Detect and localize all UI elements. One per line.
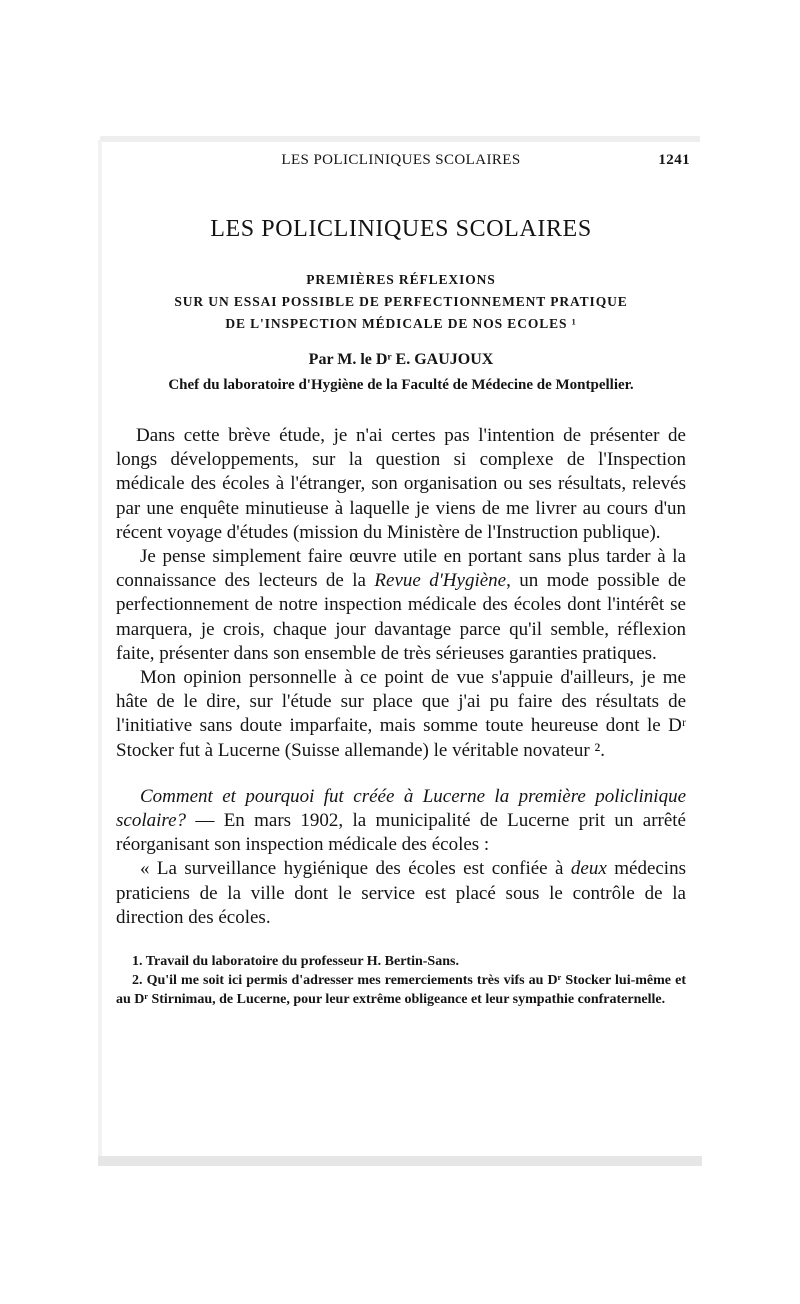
subtitle-line: DE L'INSPECTION MÉDICALE DE NOS ECOLES ¹: [225, 316, 577, 331]
text-run: « La surveillance hygiénique des écoles est confiée à: [140, 858, 571, 880]
text-run: médecins praticiens de la ville dont le service est placé sous le contrôle de la direction des écoles.: [116, 858, 686, 928]
footnote: 2. Qu'il me soit ici permis d'adresser mes remerciements très vifs au Dʳ Stocker lui-même et au Dʳ Stirnimau, de Lucerne, pour leur extrême obligeance et leur sympathie confraternelle.: [116, 973, 686, 1008]
running-header: [116, 148, 690, 176]
section-question: Comment et pourquoi fut créée à Lucerne la première policlinique scolaire?: [116, 785, 686, 832]
article-title: LES POLICLINIQUES SCOLAIRES: [210, 216, 592, 242]
scan-edge-left: [98, 140, 102, 1160]
author-affiliation: Chef du laboratoire d'Hygiène de la Faculté de Médecine de Montpellier.: [168, 377, 634, 393]
text-run: Je pense simplement faire œuvre utile en portant sans plus tarder à la connaissance des lecteurs de la: [116, 546, 686, 592]
scan-edge-top: [100, 136, 700, 142]
document-page: [116, 148, 690, 1009]
text-run: , un mode possible de perfectionnement de notre inspection médicale des écoles dont l'intérêt se marquera, je crois, chaque jour davantage parce qu'il semble, réflexion faite, présenter dans son ensemble de très sérieuses garanties pratiques.: [116, 570, 686, 664]
paragraph: [116, 785, 686, 858]
quoted-paragraph: [116, 857, 686, 930]
emphasis: deux: [570, 858, 607, 880]
paragraph: Dans cette brève étude, je n'ai certes pas l'intention de présenter de longs développements, sur la question si complexe de l'Inspection médicale des écoles à l'étranger, son organisation ou ses résultats, relevés par une enquête minutieuse à laquelle je viens de me livrer au cours d'un récent voyage d'études (mission du Ministère de l'Instruction publique).: [116, 425, 686, 543]
running-title: LES POLICLINIQUES SCOLAIRES: [281, 152, 521, 168]
journal-name: Revue d'Hygiène: [374, 570, 507, 592]
footnotes: [116, 952, 686, 1009]
subtitle-line: SUR UN ESSAI POSSIBLE DE PERFECTIONNEMENT PRATIQUE: [174, 294, 628, 309]
author-byline: Par M. le Dʳ E. GAUJOUX: [308, 351, 494, 368]
footnote: 1. Travail du laboratoire du professeur H. Bertin-Sans.: [132, 954, 459, 970]
article-subtitle: [116, 269, 686, 335]
paragraph: Mon opinion personnelle à ce point de vue s'appuie d'ailleurs, je me hâte de le dire, sur l'étude sur place que j'ai pu faire des résultats de l'initiative sans doute imparfaite, mais somme toute heureuse dont le Dʳ Stocker fut à Lucerne (Suisse allemande) le véritable novateur ².: [116, 667, 686, 761]
page-number: 1241: [658, 152, 690, 168]
scan-edge-bottom: [98, 1156, 702, 1166]
article-body: [116, 424, 686, 930]
text-run: — En mars 1902, la municipalité de Lucerne prit un arrêté réorganisant son inspection médicale des écoles :: [116, 810, 686, 856]
subtitle-line: PREMIÈRES RÉFLEXIONS: [306, 272, 496, 287]
paragraph: [116, 545, 686, 666]
